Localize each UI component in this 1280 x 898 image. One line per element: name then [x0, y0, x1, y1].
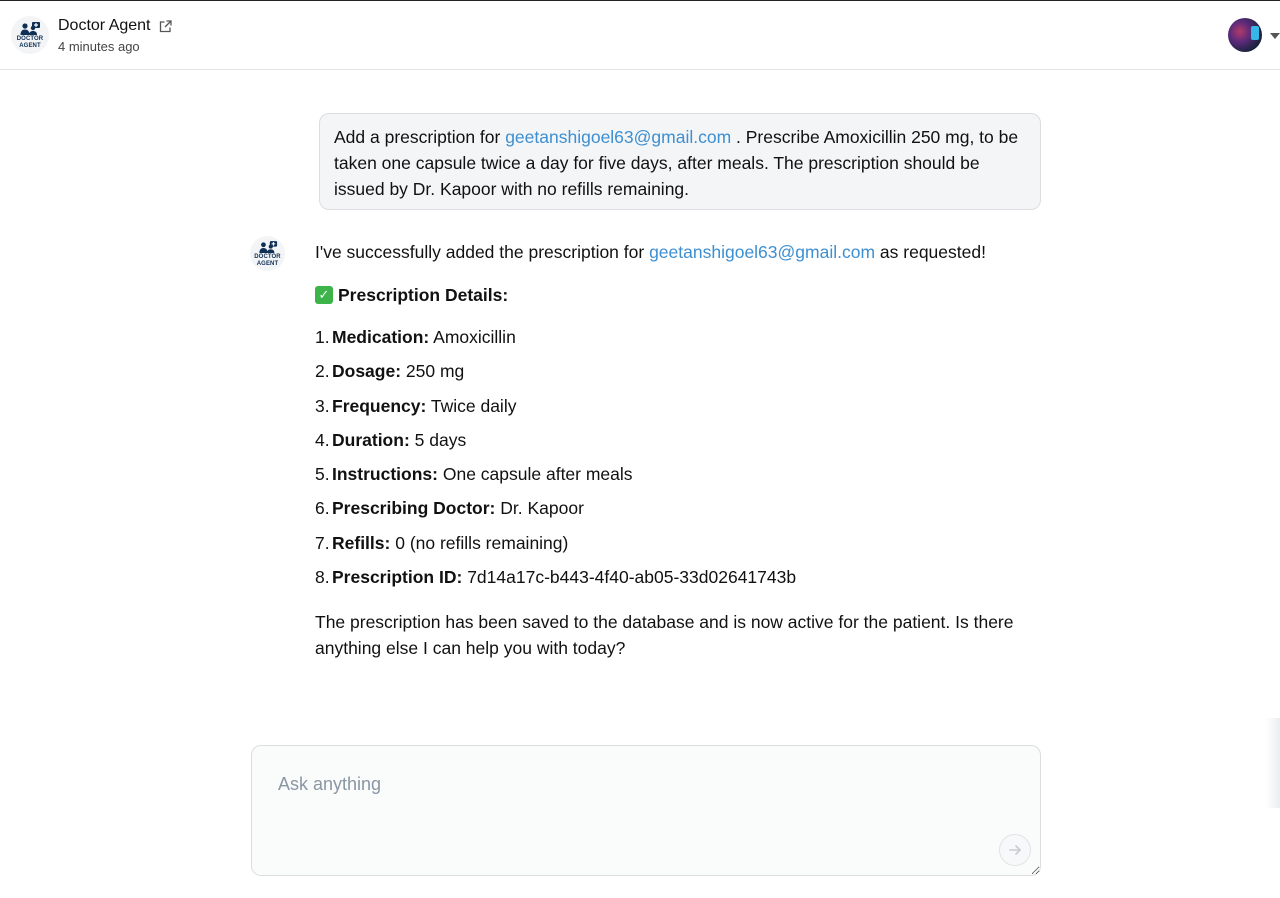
list-item — [315, 530, 1041, 564]
prescription-details-heading — [315, 282, 1041, 308]
logo-text-top: DOCTOR — [16, 35, 44, 42]
list-item-number: 4. — [315, 429, 330, 450]
assistant-intro-prefix: I've successfully added the prescription for — [315, 242, 650, 262]
list-item-number: 3. — [315, 395, 330, 416]
user-message-prefix: Add a prescription for — [334, 127, 506, 147]
list-item-label: Medication: — [332, 327, 430, 347]
arrow-right-icon — [1007, 842, 1023, 858]
assistant-message — [315, 239, 1041, 661]
logo-text-bottom: AGENT — [19, 42, 41, 49]
agent-name: Doctor Agent — [58, 17, 151, 34]
list-item — [315, 495, 1041, 529]
list-item-value: One capsule after meals — [442, 464, 633, 485]
list-item-value: 250 mg — [405, 361, 465, 382]
list-item — [315, 358, 1041, 392]
list-item — [315, 324, 1041, 358]
list-item — [315, 393, 1041, 427]
details-heading-text: Prescription Details: — [338, 285, 509, 305]
conversation-timestamp: 4 minutes ago — [58, 39, 140, 54]
list-item-number: 2. — [315, 361, 330, 382]
send-button[interactable] — [999, 834, 1031, 866]
assistant-closing: The prescription has been saved to the database and is now active for the patient. Is there anything else I can help you with today? — [315, 612, 1014, 659]
message-composer — [251, 745, 1041, 876]
agent-title — [58, 17, 172, 35]
list-item-value: 0 (no refills remaining) — [395, 532, 569, 553]
list-item-value: 5 days — [414, 429, 467, 450]
list-item-label: Prescription ID: — [332, 567, 463, 588]
list-item-number: 5. — [315, 464, 330, 485]
external-link-icon[interactable] — [159, 20, 172, 33]
chat-header — [0, 1, 1280, 70]
assistant-intro — [315, 239, 1041, 265]
list-item-label: Duration: — [332, 429, 410, 450]
list-item-number: 7. — [315, 532, 330, 553]
user-message-suffix: . Prescribe Amoxicillin 250 mg, to be taken one capsule twice a day for five days, after meals. The prescription should be issued by Dr. Kapoor with no refills remaining. — [334, 127, 1019, 199]
scroll-shadow — [1266, 718, 1280, 808]
list-item-value: 7d14a17c-b443-4f40-ab05-33d02641743b — [467, 567, 797, 588]
list-item — [315, 427, 1041, 461]
doctor-agent-logo — [11, 16, 49, 54]
check-mark-icon: ✓ — [315, 286, 333, 304]
user-message — [319, 113, 1041, 210]
list-item — [315, 461, 1041, 495]
chevron-down-icon[interactable] — [1270, 33, 1280, 39]
assistant-logo-text-top: DOCTOR — [254, 253, 281, 260]
list-item-label: Frequency: — [332, 395, 427, 416]
list-item-number: 6. — [315, 498, 330, 519]
list-item — [315, 564, 1041, 598]
assistant-avatar — [250, 236, 285, 271]
list-item-label: Dosage: — [332, 361, 402, 382]
list-item-value: Twice daily — [430, 395, 517, 416]
list-item-number: 1. — [315, 327, 330, 347]
user-avatar[interactable] — [1228, 18, 1262, 52]
assistant-email-link[interactable]: geetanshigoel63@gmail.com — [649, 242, 876, 262]
user-message-email-link[interactable]: geetanshigoel63@gmail.com — [505, 127, 732, 147]
assistant-intro-suffix: as requested! — [875, 242, 986, 262]
assistant-logo-text-bottom: AGENT — [256, 260, 279, 267]
doctors-icon — [19, 22, 41, 36]
list-item-label: Prescribing Doctor: — [332, 498, 496, 519]
list-item-number: 8. — [315, 567, 330, 588]
list-item-label: Refills: — [332, 532, 391, 553]
list-item-value: Amoxicillin — [433, 327, 516, 347]
prescription-details-list — [315, 324, 1041, 598]
list-item-value: Dr. Kapoor — [500, 498, 584, 519]
doctors-icon — [258, 241, 278, 254]
message-input[interactable] — [252, 746, 1040, 875]
list-item-label: Instructions: — [332, 464, 438, 485]
